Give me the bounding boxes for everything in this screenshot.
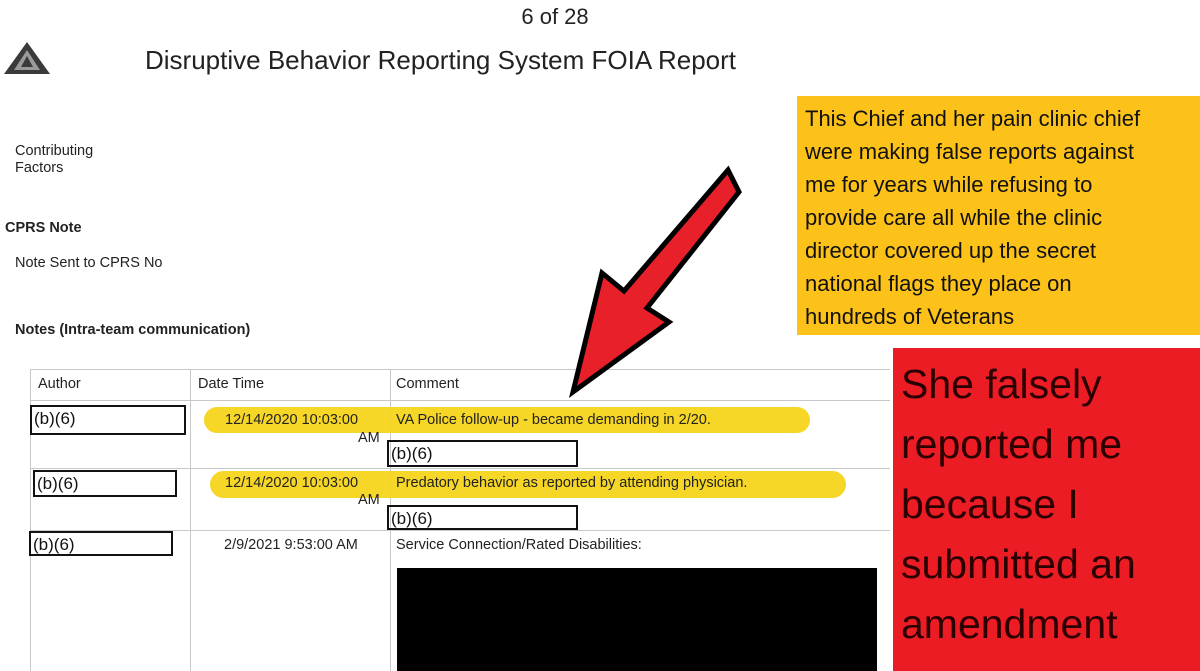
date-time-cell: 12/14/2020 10:03:00	[225, 412, 359, 428]
report-title: Disruptive Behavior Reporting System FOIA Report	[145, 45, 737, 75]
red-note-line: She falsely	[901, 361, 1102, 407]
note-sent-to-cprs: Note Sent to CPRS No	[15, 255, 163, 271]
date-time-cell: 2/9/2021 9:53:00 AM	[224, 537, 358, 553]
table-row-divider-1	[30, 468, 890, 469]
yellow-note-line: were making false reports against	[805, 139, 1134, 164]
author-redacted-field: (b)(6)	[33, 470, 177, 497]
red-note-line: because I	[901, 481, 1079, 527]
column-header-author: Author	[38, 376, 81, 392]
redaction-blackout	[397, 568, 877, 671]
column-header-date-time: Date Time	[198, 376, 265, 392]
yellow-note-line: provide care all while the clinic	[805, 205, 1103, 230]
cprs-note-heading: CPRS Note	[5, 220, 82, 236]
contributing-factors-line-1: Contributing	[15, 143, 94, 159]
yellow-callout-note	[797, 96, 1200, 335]
yellow-note-line: hundreds of Veterans	[805, 304, 1015, 329]
yellow-note-line: director covered up the secret	[805, 238, 1097, 263]
red-callout-note	[893, 348, 1200, 671]
red-note-line: submitted an	[901, 541, 1136, 587]
red-note-line: reported me	[901, 421, 1123, 467]
comment-cell: Predatory behavior as reported by attending physician.	[396, 475, 748, 491]
date-time-cell: 12/14/2020 10:03:00	[225, 475, 359, 491]
notes-heading: Notes (Intra-team communication)	[15, 322, 251, 338]
table-top-border	[30, 369, 890, 370]
table-header-divider	[30, 400, 890, 401]
page-number: 6 of 28	[521, 4, 589, 29]
date-time-cell-ampm: AM	[358, 430, 380, 446]
column-header-comment: Comment	[396, 376, 459, 392]
date-time-cell-ampm: AM	[358, 492, 380, 508]
yellow-note-line: national flags they place on	[805, 271, 1072, 296]
author-redacted-field: (b)(6)	[30, 405, 186, 435]
author-redacted-field: (b)(6)	[29, 531, 173, 556]
comment-cell: Service Connection/Rated Disabilities:	[396, 537, 642, 553]
comment-cell: VA Police follow-up - became demanding in 2/20.	[396, 412, 711, 428]
triangle-emblem-icon	[2, 40, 52, 76]
commenter-redacted-field: (b)(6)	[387, 505, 578, 530]
yellow-note-line: This Chief and her pain clinic chief	[805, 106, 1141, 131]
commenter-redacted-field: (b)(6)	[387, 440, 578, 467]
contributing-factors-label	[15, 143, 93, 177]
red-note-line: amendment	[901, 601, 1118, 647]
table-column-divider-1	[190, 369, 191, 671]
contributing-factors-line-2: Factors	[15, 160, 64, 176]
yellow-note-line: me for years while refusing to	[805, 172, 1093, 197]
red-arrow-icon	[555, 160, 755, 400]
